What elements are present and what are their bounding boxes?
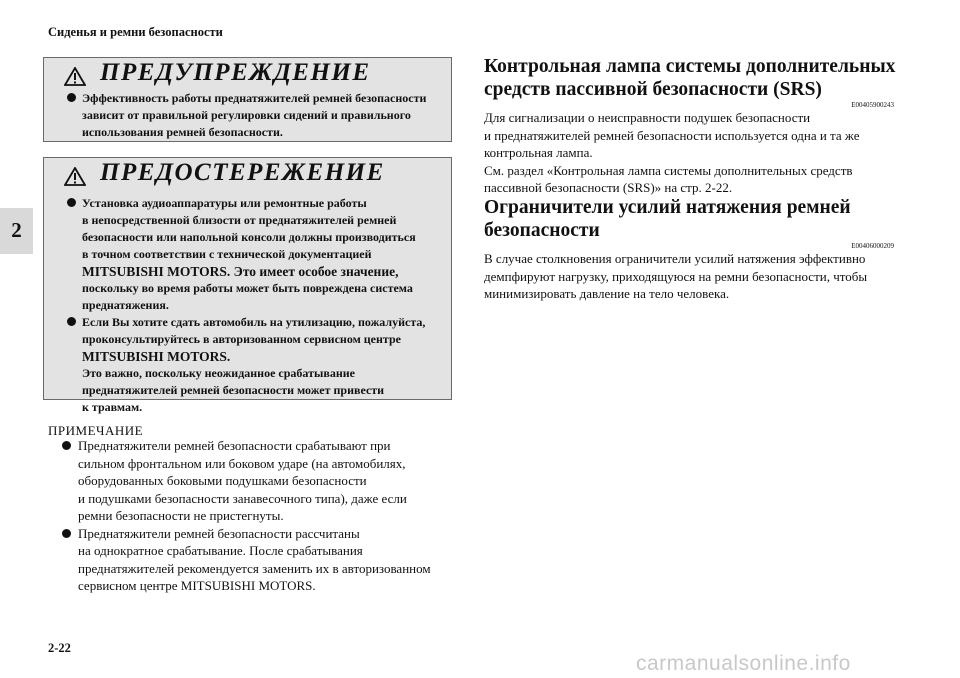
srs-code: E00405900243 (851, 101, 894, 109)
bullet-icon (62, 441, 71, 450)
caution-line: безопасности или напольной консоли должны производиться (82, 230, 416, 244)
caution-line: MITSUBISHI MOTORS. (82, 349, 231, 364)
limiter-heading-line: Ограничители усилий натяжения ремней (484, 197, 851, 218)
caution-box (43, 157, 452, 414)
note-item (78, 525, 468, 595)
limiter-heading (484, 196, 896, 242)
caution-line: проконсультируйтесь в авторизованном сервисном центре (82, 332, 401, 346)
srs-line: См. раздел «Контрольная лампа системы дополнительных средств (484, 162, 853, 178)
limiter-line: демпфируют нагрузку, приходящуюся на ремни безопасности, чтобы (484, 268, 868, 284)
srs-line: контрольная лампа. (484, 145, 593, 160)
warning-line: Эффективность работы преднатяжителей ремней безопасности (82, 91, 427, 105)
note-line: ремни безопасности не пристегнуты. (78, 508, 284, 523)
note-line: и подушками безопасности занавесочного типа), даже если (78, 490, 407, 506)
note-label: ПРИМЕЧАНИЕ (48, 423, 144, 438)
bullet-icon (67, 317, 76, 326)
warning-item (82, 90, 435, 141)
caution-line: поскольку во время работы может быть повреждена система (82, 281, 413, 295)
bullet-icon (67, 198, 76, 207)
srs-text (484, 109, 896, 197)
warning-box (43, 57, 452, 142)
limiter-heading-line: безопасности (484, 220, 600, 241)
caution-line: Установка аудиоаппаратуры или ремонтные работы (82, 196, 367, 210)
chapter-number: 2 (11, 218, 22, 242)
caution-line: преднатяжения. (82, 298, 169, 312)
note-line: на однократное срабатывание. После срабатывания (78, 543, 363, 558)
limiter-line: В случае столкновения ограничители усилий натяжения эффективно (484, 251, 866, 266)
caution-line: в точном соответствии с технической документацией (82, 247, 372, 261)
warning-title: ПРЕДУПРЕЖДЕНИЕ (100, 59, 371, 86)
caution-line: MITSUBISHI MOTORS. Это имеет особое значение, (82, 264, 399, 279)
caution-line: преднатяжителей ремней безопасности может привести (82, 383, 385, 397)
limiter-line: минимизировать давление на тело человека. (484, 286, 730, 301)
chapter-tab (0, 208, 33, 254)
warning-triangle-icon (64, 167, 86, 186)
warning-line: использования ремней безопасности. (82, 125, 283, 139)
srs-heading-line: средств пассивной безопасности (SRS) (484, 79, 822, 100)
note-line: преднатяжителей рекомендуется заменить их в авторизованном (78, 560, 431, 576)
limiter-text (484, 250, 896, 303)
note-line: сервисном центре MITSUBISHI MOTORS. (78, 578, 316, 593)
warning-triangle-icon (64, 67, 86, 86)
srs-line: пассивной безопасности (SRS)» на стр. 2-22. (484, 180, 733, 195)
caution-line: Если Вы хотите сдать автомобиль на утилизацию, пожалуйста, (82, 315, 426, 329)
note-body (78, 437, 468, 595)
bullet-icon (67, 93, 76, 102)
caution-item (82, 314, 435, 416)
note-line: Преднатяжители ремней безопасности рассчитаны (78, 525, 360, 541)
note-line: Преднатяжители ремней безопасности срабатывают при (78, 438, 391, 453)
bullet-icon (62, 529, 71, 538)
caution-line: в непосредственной близости от преднатяжителей ремней (82, 213, 397, 227)
srs-heading-line: Контрольная лампа системы дополнительных (484, 56, 896, 77)
note-line: оборудованных боковыми подушками безопасности (78, 473, 367, 488)
limiter-section (484, 196, 896, 303)
srs-line: и преднатяжителей ремней безопасности используется одна и та же (484, 127, 860, 143)
note-item (78, 437, 468, 525)
caution-line: Это важно, поскольку неожиданное срабатывание (82, 366, 355, 380)
warning-line: зависит от правильной регулировки сидений и правильного (82, 108, 411, 122)
watermark: carmanualsonline.info (636, 652, 851, 675)
note-line: сильном фронтальном или боковом ударе (на автомобилях, (78, 455, 406, 471)
limiter-code: E00406000209 (851, 242, 894, 250)
srs-line: Для сигнализации о неисправности подушек безопасности (484, 110, 811, 125)
page-number: 2-22 (48, 641, 71, 655)
caution-line: к травмам. (82, 400, 143, 414)
caution-title: ПРЕДОСТЕРЕЖЕНИЕ (100, 159, 385, 186)
srs-section (484, 55, 896, 197)
srs-heading (484, 55, 896, 101)
caution-item (82, 195, 435, 314)
section-title: Сиденья и ремни безопасности (48, 25, 223, 39)
